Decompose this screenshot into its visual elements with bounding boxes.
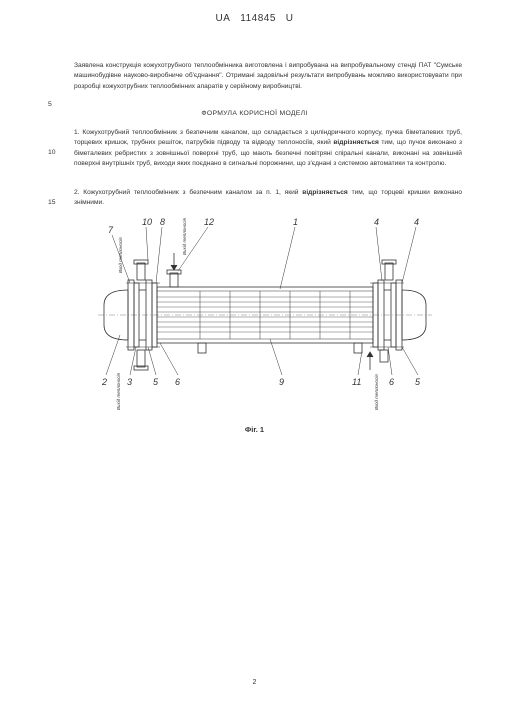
figure-caption: Фіг. 1 [244,425,265,434]
claim-1 [74,128,462,170]
callout-4-a: 4 [374,217,380,227]
label-outlet-bottom-left: Вихід теплоносія [116,373,121,410]
callout-6-b: 6 [389,377,395,387]
tube-bundle [157,297,373,332]
callout-5-b: 5 [415,377,421,387]
shell-drain-left [198,343,206,353]
right-bottom-nozzle [380,350,388,362]
callout-8: 8 [160,217,166,227]
claim-2-text-before: 2. Кожухотрубний теплообмінник з безпечним каналом за п. 1, який [74,189,303,196]
callout-1: 1 [293,217,299,227]
shell-top-nozzle [170,273,178,287]
left-top-nozzle [137,263,145,280]
header-number: 114845 [240,13,276,24]
callout-12: 12 [204,217,215,227]
claim-1-text-before: 1. Кожухотрубний теплообмінник з безпечним каналом, що складається з циліндричного корпусу, пучка біметалевих труб, торцевих кришок, трубних решіток, патрубків підводу та відводу теплоносіїв, який [74,129,462,147]
claim-2-emphasis: відрізняється [302,189,348,196]
left-bottom-nozzle [137,350,145,367]
callout-4-b: 4 [414,217,420,227]
label-outlet-top: Вихід теплоносія [182,218,187,255]
callout-3: 3 [127,377,133,387]
page-number: 2 [252,679,257,686]
label-inlet-bottom-right: Вход теплоносія [374,374,379,410]
line-number-5: 5 [48,101,52,108]
line-number-10: 10 [48,149,56,156]
document-header [0,13,509,24]
callout-5-a: 5 [153,377,159,387]
shell-drain-right [354,343,362,353]
callout-9: 9 [279,377,285,387]
line-number-15: 15 [48,199,56,206]
claim-2-text-after: тим, що торцеві кришки виконано знімними. [74,189,462,207]
header-kind: U [285,13,294,24]
callout-10: 10 [142,217,153,227]
label-inlet-left: Вход теплоносія [118,237,123,273]
claim-1-text-after: тим, що пучок виконано з біметалевих ребристих з зовнішньої поверхні труб, що мають безпечні повітряні спіральні канали, виконані на зовнішній поверхні внутрішніх труб, виходи яких поєднано в сигнальні порожнини, що з'єднані з системою автоматики та контролю. [74,139,462,168]
header-code: UA [215,13,231,24]
right-top-nozzle [385,263,393,280]
callout-2: 2 [102,377,108,387]
callout-11: 11 [352,377,362,387]
intro-paragraph: Заявлена конструкція кожухотрубного теплообмінника виготовлена і випробувана на випробувальному стенді ПАТ "Сумське машинобудівне науково-виробниче об'єднання". Отримані задовільні результати випробувань можливо використовувати при розробці кожухотрубних теплообмінних апаратів у серійному виробництві. [74,62,462,90]
callout-6-a: 6 [175,377,181,387]
section-title: ФОРМУЛА КОРИСНОЇ МОДЕЛІ [201,110,308,117]
claim-1-emphasis: відрізняється [333,139,379,147]
heat-exchanger-drawing [90,205,440,415]
callout-7: 7 [108,225,114,235]
